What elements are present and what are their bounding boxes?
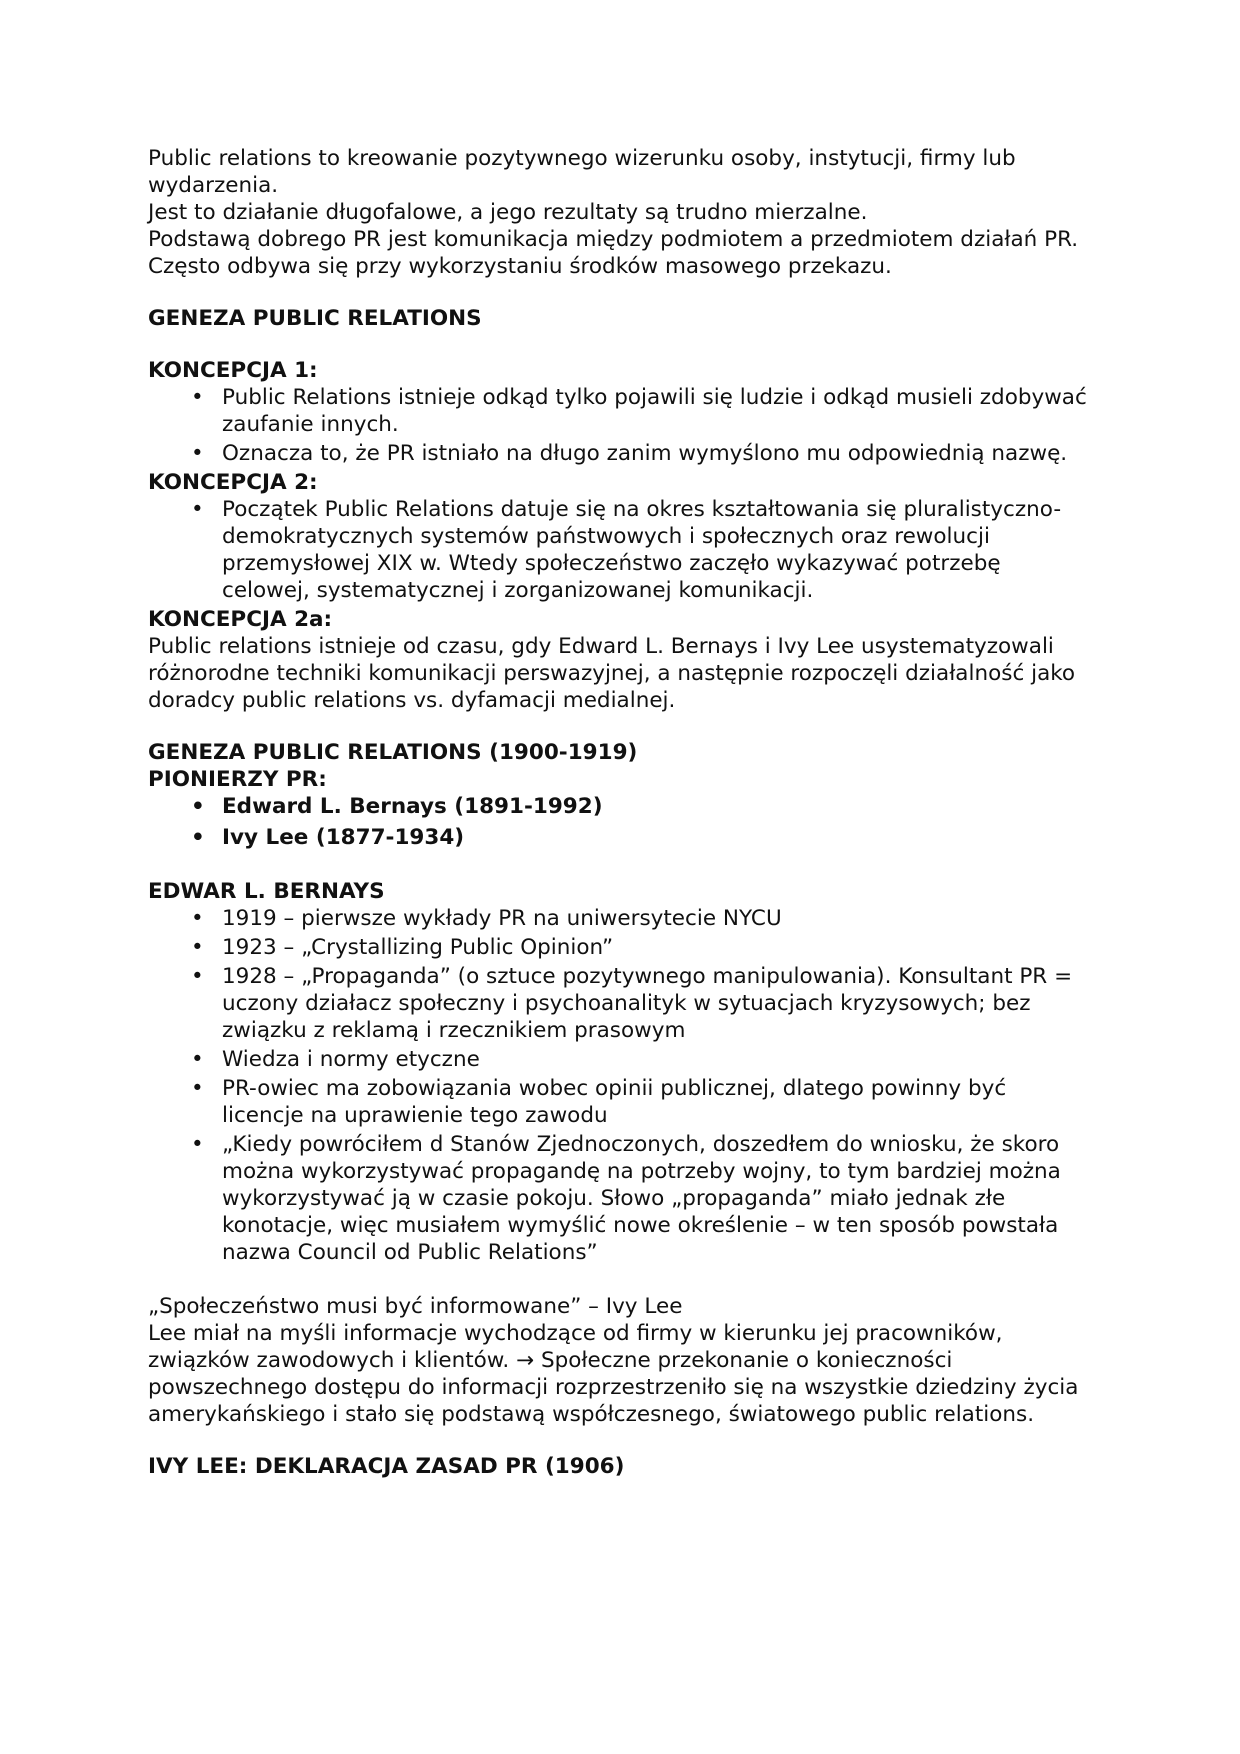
intro-line-2: Jest to działanie długofalowe, a jego rezultaty są trudno mierzalne. <box>148 200 868 225</box>
bullet-icon: • <box>191 935 204 960</box>
heading-geneza-1900-1919: GENEZA PUBLIC RELATIONS (1900-1919) <box>148 740 638 765</box>
list-item: • Wiedza i normy etyczne <box>191 1047 480 1072</box>
bullet-icon: • <box>191 964 204 989</box>
bullet-icon: • <box>191 825 205 850</box>
koncepcja-2-list <box>148 496 1088 604</box>
intro-line-1: Public relations to kreowanie pozytywnego wizerunku osoby, instytucji, firmy lub wydarzenia. <box>148 146 1016 198</box>
list-item: • Public Relations istnieje odkąd tylko pojawili się ludzie i odkąd musieli zdobywać zaufanie innych. <box>191 385 1087 437</box>
heading-koncepcja-1: KONCEPCJA 1: <box>148 358 318 383</box>
koncepcja-1-list <box>148 384 1088 467</box>
list-item: • Oznacza to, że PR istniało na długo zanim wymyślono mu odpowiednią nazwę. <box>191 441 1068 466</box>
list-item: • Początek Public Relations datuje się na okres kształtowania się pluralistyczno-demokratycznych systemów państwowych i społecznych oraz rewolucji przemysłowej XIX w. Wtedy społeczeństwo zaczęło wykazywać potrzebę celowej, systematycznej i zorganizowanej komunikacji. <box>191 497 1062 603</box>
bullet-icon: • <box>191 441 204 466</box>
lee-text-before: Lee miał na myśli informacje wychodzące od firmy w kierunku jej pracowników, związków zawodowych i klientów. <box>148 1321 1003 1373</box>
heading-deklaracja: IVY LEE: DEKLARACJA ZASAD PR (1906) <box>148 1454 625 1479</box>
list-item: • Ivy Lee (1877-1934) <box>191 825 465 850</box>
list-item: • 1928 – „Propaganda” (o sztuce pozytywnego manipulowania). Konsultant PR = uczony działacz społeczny i psychoanalityk w sytuacjach kryzysowych; bez związku z reklamą i rzecznikiem prasowym <box>191 964 1073 1043</box>
lee-text-after: Społeczne przekonanie o konieczności powszechnego dostępu do informacji rozprzestrzeniło się na wszystkie dziedziny życia amerykańskiego i stało się podstawą współczesnego, światowego public relations. <box>148 1348 1079 1427</box>
bullet-icon: • <box>191 794 205 819</box>
bullet-icon: • <box>191 906 204 931</box>
heading-pionierzy: PIONIERZY PR: <box>148 767 327 792</box>
koncepcja-2a-text: Public relations istnieje od czasu, gdy Edward L. Bernays i Ivy Lee usystematyzowali różnorodne techniki komunikacji perswazyjnej, a następnie rozpoczęli działalność jako doradcy public relations vs. dyfamacji medialnej. <box>148 634 1076 713</box>
intro-line-3: Podstawą dobrego PR jest komunikacja między podmiotem a przedmiotem działań PR. <box>148 227 1079 252</box>
list-item: • 1923 – „Crystallizing Public Opinion” <box>191 935 614 960</box>
bernays-list <box>148 905 1088 1266</box>
intro-line-4: Często odbywa się przy wykorzystaniu środków masowego przekazu. <box>148 254 892 279</box>
bullet-icon: • <box>191 385 204 410</box>
list-item: • PR-owiec ma zobowiązania wobec opinii publicznej, dlatego powinny być licencje na uprawienie tego zawodu <box>191 1076 1007 1128</box>
bullet-icon: • <box>191 1076 204 1101</box>
bullet-icon: • <box>191 497 204 522</box>
list-item: • Edward L. Bernays (1891-1992) <box>191 794 603 819</box>
heading-bernays: EDWAR L. BERNAYS <box>148 879 385 904</box>
bullet-icon: • <box>191 1047 204 1072</box>
heading-koncepcja-2: KONCEPCJA 2: <box>148 470 318 495</box>
arrow-right-icon: → <box>516 1348 535 1373</box>
pionierzy-list <box>148 793 1088 851</box>
heading-koncepcja-2a: KONCEPCJA 2a: <box>148 607 333 632</box>
lee-paragraph <box>148 1320 1088 1428</box>
document-page <box>148 145 1088 1480</box>
list-item: • „Kiedy powróciłem d Stanów Zjednoczonych, doszedłem do wniosku, że skoro można wykorzystywać propagandę na potrzeby wojny, to tym bardziej można wykorzystywać ją w czasie pokoju. Słowo „propaganda” miało jednak złe konotacje, więc musiałem wymyślić nowe określenie – w ten sposób powstała nazwa Council od Public Relations” <box>191 1132 1061 1265</box>
lee-quote: „Społeczeństwo musi być informowane” – Ivy Lee <box>148 1294 683 1319</box>
bullet-icon: • <box>191 1132 204 1157</box>
list-item: • 1919 – pierwsze wykłady PR na uniwersytecie NYCU <box>191 906 782 931</box>
heading-geneza: GENEZA PUBLIC RELATIONS <box>148 306 482 331</box>
